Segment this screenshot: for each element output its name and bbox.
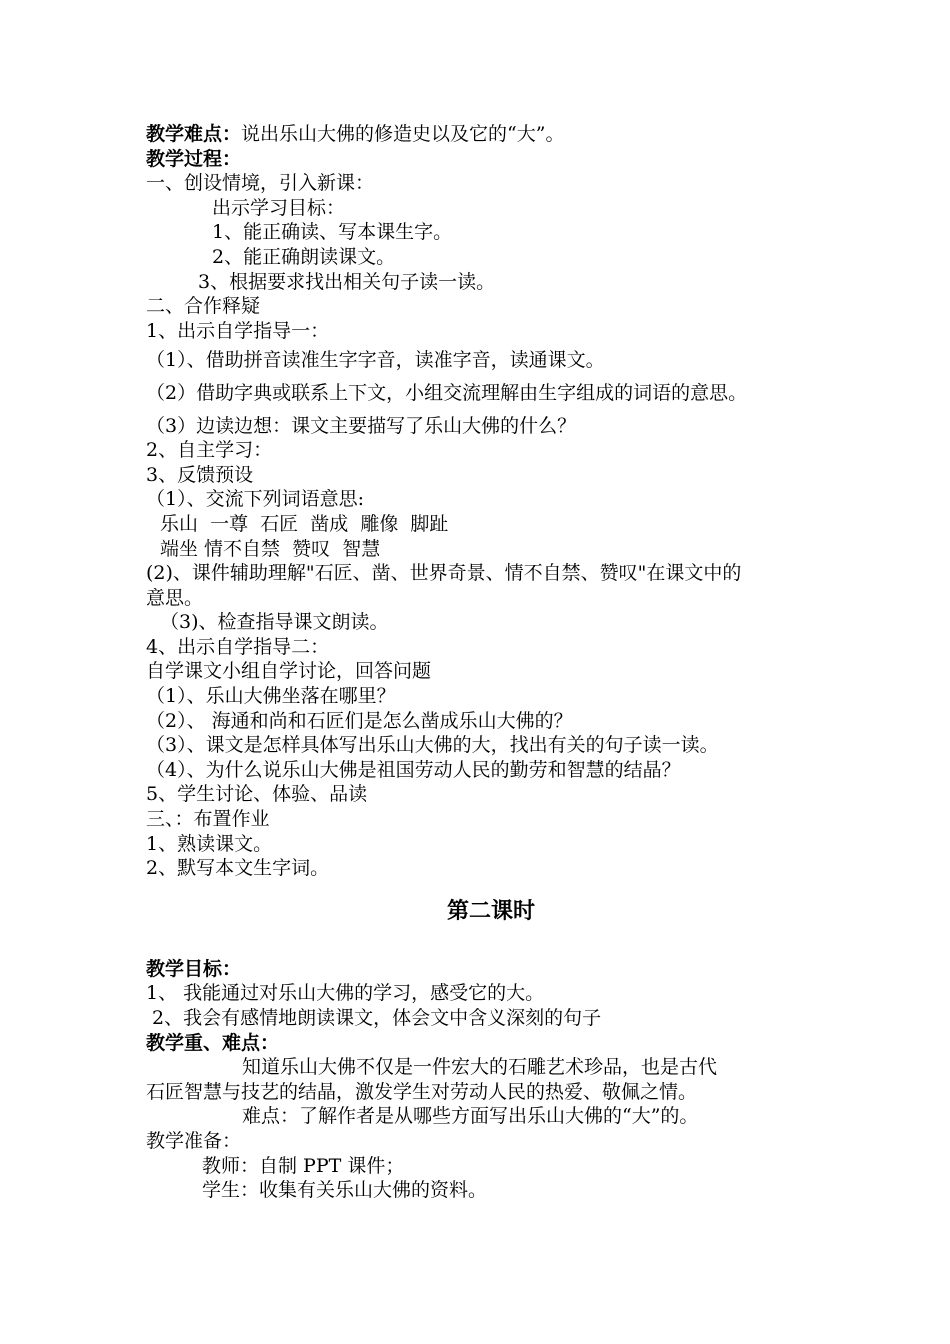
- discussion: 5、学生讨论、体验、品读: [146, 783, 368, 806]
- goals-label: 教学目标：: [146, 957, 242, 980]
- process-label: 教学过程：: [146, 147, 242, 170]
- self-study: 2、自主学习：: [146, 439, 273, 462]
- difficulty-text: 说出乐山大佛的修造史以及它的“大”。: [241, 123, 565, 145]
- prep-label: 教学准备：: [146, 1129, 242, 1152]
- guide-one-item-2: （2）借助字典或联系上下文，小组交流理解由生字组成的词语的意思。: [146, 381, 748, 404]
- difficulty-2: 难点：了解作者是从哪些方面写出乐山大佛的“大”的。: [242, 1105, 699, 1128]
- guide-two-intro: 自学课文小组自学讨论，回答问题: [146, 660, 432, 683]
- key-points-label: 教学重、难点：: [146, 1031, 280, 1054]
- goal-item-3: 3、根据要求找出相关句子读一读。: [198, 270, 496, 293]
- guide-one-item-1: （1）、借助拼音读准生字字音，读准字音，读通课文。: [146, 349, 605, 372]
- homework-1: 1、熟读课文。: [146, 832, 273, 855]
- goal-item-1: 1、能正确读、写本课生字。: [212, 221, 453, 244]
- prep-student: 学生：收集有关乐山大佛的资料。: [202, 1179, 488, 1202]
- vocab-row-2: 端坐 情不自禁 赞叹 智慧: [160, 537, 381, 560]
- question-4: （4）、为什么说乐山大佛是祖国劳动人民的勤劳和智慧的结晶？: [146, 758, 681, 781]
- guide-one-item-3: （3）边读边想：课文主要描写了乐山大佛的什么？: [146, 414, 577, 437]
- feedback-item-2: (2)、课件辅助理解"石匠、凿、世界奇景、情不自禁、赞叹"在课文中的: [146, 562, 742, 585]
- question-1: （1）、乐山大佛坐落在哪里？: [146, 685, 396, 708]
- step-one-heading: 一、创设情境，引入新课：: [146, 172, 375, 195]
- feedback-item-1: （1）、交流下列词语意思:: [146, 488, 364, 511]
- feedback-item-3: （3)、检查指导课文朗读。: [160, 611, 389, 634]
- step-two-heading: 二、合作释疑: [146, 295, 261, 318]
- section-heading: 第二课时: [446, 898, 535, 924]
- vocab-row-1: 乐山 一尊 石匠 凿成 雕像 脚趾: [160, 512, 449, 535]
- goal-2-2: 2、我会有感情地朗读课文，体会文中含义深刻的句子: [146, 1007, 602, 1029]
- question-2: （2）、 海通和尚和石匠们是怎么凿成乐山大佛的？: [146, 709, 573, 732]
- key-points-text-2: 石匠智慧与技艺的结晶，激发学生对劳动人民的热爱、敬佩之情。: [146, 1080, 698, 1103]
- difficulty-line: [146, 122, 836, 147]
- goal-item-2: 2、能正确朗读课文。: [212, 245, 396, 268]
- homework-2: 2、默写本文生字词。: [146, 857, 330, 880]
- step-three-heading: 三、：布置作业: [146, 808, 270, 831]
- feedback: 3、反馈预设: [146, 463, 254, 486]
- guide-two: 4、出示自学指导二：: [146, 635, 330, 658]
- question-3: （3）、课文是怎样具体写出乐山大佛的大，找出有关的句子读一读。: [146, 734, 719, 757]
- guide-one: 1、出示自学指导一：: [146, 319, 330, 342]
- feedback-item-2-cont: 意思。: [146, 586, 204, 609]
- prep-teacher: 教师：自制 PPT 课件；: [202, 1154, 405, 1177]
- key-points-text-1: 知道乐山大佛不仅是一件宏大的石雕艺术珍品，也是古代: [242, 1056, 718, 1079]
- show-goals: 出示学习目标：: [212, 196, 346, 219]
- document-page: [146, 122, 836, 1203]
- difficulty-label: 教学难点：: [146, 123, 242, 145]
- goal-2-1: 1、 我能通过对乐山大佛的学习，感受它的大。: [146, 982, 545, 1005]
